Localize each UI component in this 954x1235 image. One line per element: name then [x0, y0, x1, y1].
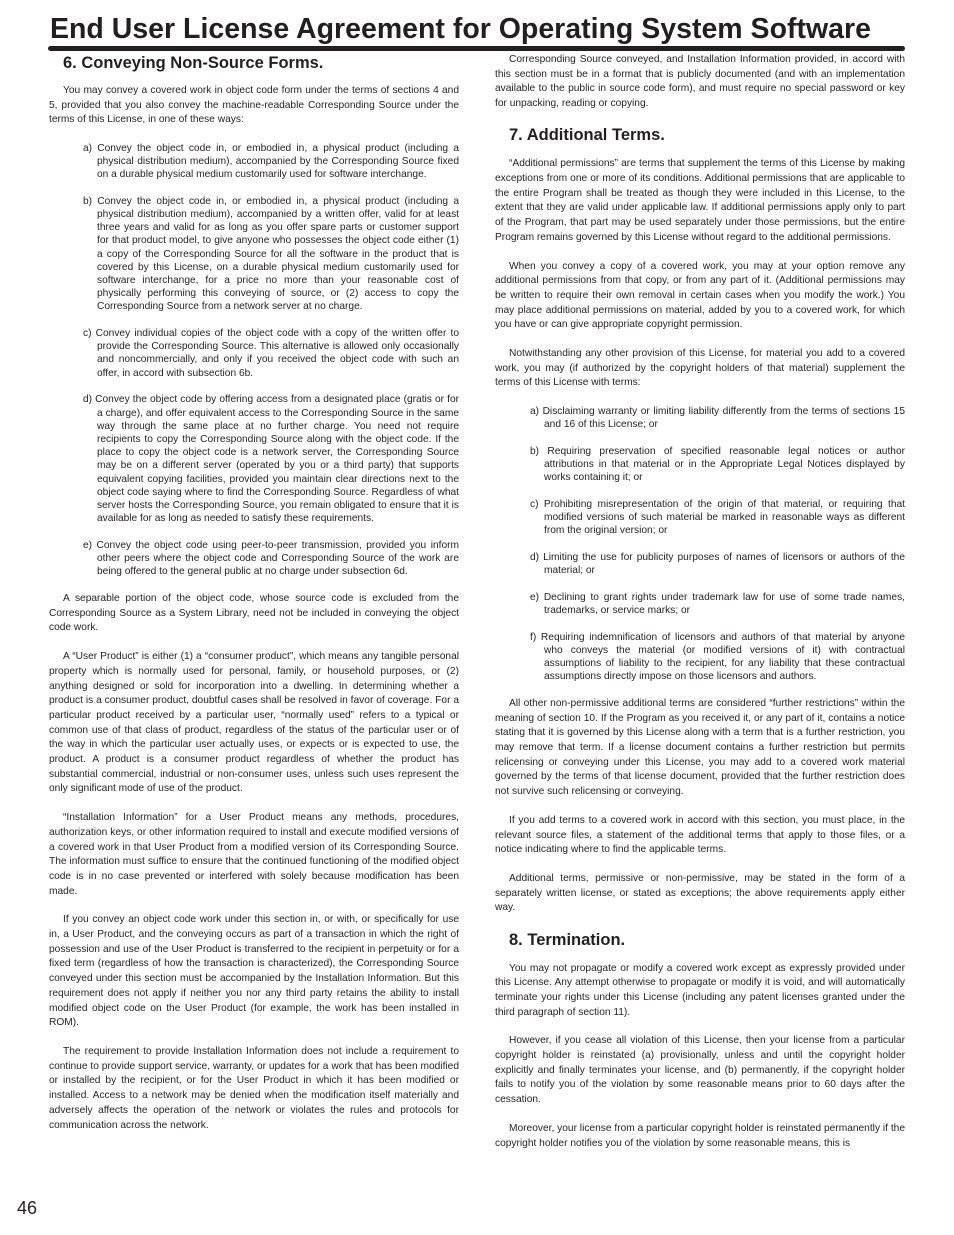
list-item: e) Declining to grant rights under trademark law for use of some trade names, trademarks, or service marks; or [530, 591, 905, 616]
paragraph: When you convey a copy of a covered work, you may at your option remove any additional permissions from that copy, or from any part of it. (Additional permissions may be written to require their own removal in certain cases when you modify the work.) You may place additional permissions on material, added by you to a covered work, for which you have or can give appropriate copyright permission. [495, 260, 905, 331]
paragraph: “Installation Information” for a User Product means any methods, procedures, authorization keys, or other information required to install and execute modified versions of a covered work in that User Product from a modified version of its Corresponding Source. The information must suffice to ensure that the continued functioning of the modified object code is in no case prevented or interfered with solely because modification has been made. [49, 812, 459, 897]
section-6-heading: 6. Conveying Non-Source Forms. [63, 54, 324, 72]
paragraph: Moreover, your license from a particular copyright holder is reinstated permanently if the copyright holder notifies you of the violation by some reasonable means, this is [495, 1122, 905, 1149]
list-item: a) Convey the object code in, or embodied in, a physical product (including a physical distribution medium), accompanied by the Corresponding Source fixed on a durable physical medium customarily used for software interchange. [83, 142, 459, 181]
list-item: b) Convey the object code in, or embodied in, a physical product (including a physical distribution medium), accompanied by a written offer, valid for at least three years and valid for as long as you offer spare parts or customer support for that product model, to give anyone who possesses the object code either (1) a copy of the Corresponding Source for all the software in the product that is covered by this License, on a durable physical medium customarily used for software interchange, for a price no more than your reasonable cost of physically performing this conveying of source, or (2) access to copy the Corresponding Source from a network server at no charge. [83, 195, 459, 313]
section-7-heading: 7. Additional Terms. [509, 126, 665, 145]
list-item: b) Requiring preservation of specified reasonable legal notices or author attributions in that material or in the Appropriate Legal Notices displayed by works containing it; or [530, 445, 905, 483]
paragraph: You may not propagate or modify a covered work except as expressly provided under this License. Any attempt otherwise to propagate or modify it is void, and will automatically terminate your rights under this License (including any patent licenses granted under the third paragraph of section 11). [495, 962, 905, 1018]
section-8-heading: 8. Termination. [509, 930, 626, 949]
section-6-list [49, 142, 459, 579]
paragraph: However, if you cease all violation of this License, then your license from a particular copyright holder is reinstated (a) provisionally, unless and until the copyright holder explicitly and finally terminates your license, and (b) permanently, if the copyright holder fails to notify you of the violation by some reasonable means prior to 60 days after the cessation. [495, 1035, 905, 1106]
list-item: c) Prohibiting misrepresentation of the origin of that material, or requiring that modified versions of such material be marked in reasonable ways as different from the original version; or [530, 498, 905, 537]
page-number: 46 [17, 1198, 38, 1218]
list-item: a) Disclaiming warranty or limiting liability differently from the terms of sections 15 and 16 of this License; or [530, 405, 905, 430]
list-item: e) Convey the object code using peer-to-peer transmission, provided you inform other peers where the object code and Corresponding Source of the work are being offered to the general public at no charge under subsection 6d. [83, 539, 459, 578]
list-item: f) Requiring indemnification of licensors and authors of that material by anyone who conveys the material (or modified versions of it) with contractual assumptions of liability to the recipient, for any liability that these contractual assumptions directly impose on those licensors and authors. [530, 631, 905, 683]
paragraph: A separable portion of the object code, whose source code is excluded from the Corresponding Source as a System Library, need not be included in conveying the object code work. [49, 593, 459, 634]
right-column [495, 53, 905, 1151]
paragraph: If you convey an object code work under this section in, or with, or specifically for use in, a User Product, and the conveying occurs as part of a transaction in which the right of possession and use of the User Product is transferred to the recipient in perpetuity or for a fixed term (regardless of how the transaction is characterized), the Corresponding Source conveyed under this section must be accompanied by the Installation Information. But this requirement does not apply if neither you nor any third party retains the ability to install modified object code on the User Product (for example, the work has been installed in ROM). [49, 914, 459, 1029]
paragraph: Additional terms, permissive or non-permissive, may be stated in the form of a separately written license, or stated as exceptions; the above requirements apply either way. [495, 872, 905, 914]
section-6-intro: You may convey a covered work in object code form under the terms of sections 4 and 5, provided that you also convey the machine-readable Corresponding Source under the terms of this License, in one of these ways: [49, 85, 459, 126]
paragraph: If you add terms to a covered work in accord with this section, you must place, in the relevant source files, a statement of the additional terms that apply to those files, or a notice indicating where to find the applicable terms. [495, 814, 905, 856]
left-column [49, 53, 459, 1133]
paragraph: The requirement to provide Installation Information does not include a requirement to continue to provide support service, warranty, or updates for a work that has been modified or installed by the recipient, or for the User Product in which it has been modified or installed. Access to a network may be denied when the modification itself materially and adversely affects the operation of the network or violates the rules and protocols for communication across the network. [49, 1045, 459, 1131]
continuation-paragraph: Corresponding Source conveyed, and Installation Information provided, in accord with this section must be in a format that is publicly documented (and with an implementation available to the public in source code form), and must require no special password or key for unpacking, reading or copying. [495, 54, 905, 110]
section-7-list [495, 405, 905, 684]
list-item: c) Convey individual copies of the object code with a copy of the written offer to provide the Corresponding Source. This alternative is allowed only occasionally and noncommercially, and only if you received the object code with such an offer, in accord with subsection 6b. [83, 328, 459, 379]
list-item: d) Convey the object code by offering access from a designated place (gratis or for a charge), and offer equivalent access to the Corresponding Source in the same way through the same place at no further charge. You need not require recipients to copy the Corresponding Source along with the object code. If the place to copy the object code is a network server, the Corresponding Source may be on a different server (operated by you or a third party) that supports equivalent copying facilities, provided you maintain clear directions next to the object code saying where to find the Corresponding Source. Regardless of what server hosts the Corresponding Source, you remain obligated to ensure that it is available for as long as needed to satisfy these requirements. [83, 394, 459, 525]
paragraph: A “User Product” is either (1) a “consumer product”, which means any tangible personal property which is normally used for personal, family, or household purposes, or (2) anything designed or sold for incorporation into a dwelling. In determining whether a product is a consumer product, doubtful cases shall be resolved in favor of coverage. For a particular product received by a particular user, “normally used” refers to a typical or common use of that class of product, regardless of the status of the particular user or of the way in which the particular user actually uses, or expects or is expected to use, the product. A product is a consumer product regardless of whether the product has substantial commercial, industrial or non-consumer uses, unless such uses represent the only significant mode of use of the product. [49, 651, 459, 795]
paragraph: Notwithstanding any other provision of this License, for material you add to a covered work, you may (if authorized by the copyright holders of that material) supplement the terms of this License with terms: [495, 348, 905, 389]
page-title: End User License Agreement for Operating System Software [50, 13, 871, 45]
paragraph: All other non-permissive additional terms are considered “further restrictions” within the meaning of section 10. If the Program as you received it, or any part of it, contains a notice stating that it is governed by this License along with a term that is a further restriction, you may remove that term. If a license document contains a further restriction but permits relicensing or conveying under this License, you may add to a covered work material governed by the terms of that license document, provided that the further restriction does not survive such relicensing or conveying. [495, 697, 905, 798]
paragraph: “Additional permissions” are terms that supplement the terms of this License by making exceptions from one or more of its conditions. Additional permissions that are applicable to the entire Program shall be treated as though they were included in this License, to the extent that they are valid under applicable law. If additional permissions apply only to part of the Program, that part may be used separately under those permissions, but the entire Program remains governed by this License without regard to the additional permissions. [495, 158, 905, 243]
title-rule [48, 46, 905, 51]
list-item: d) Limiting the use for publicity purposes of names of licensors or authors of the material; or [530, 551, 905, 576]
